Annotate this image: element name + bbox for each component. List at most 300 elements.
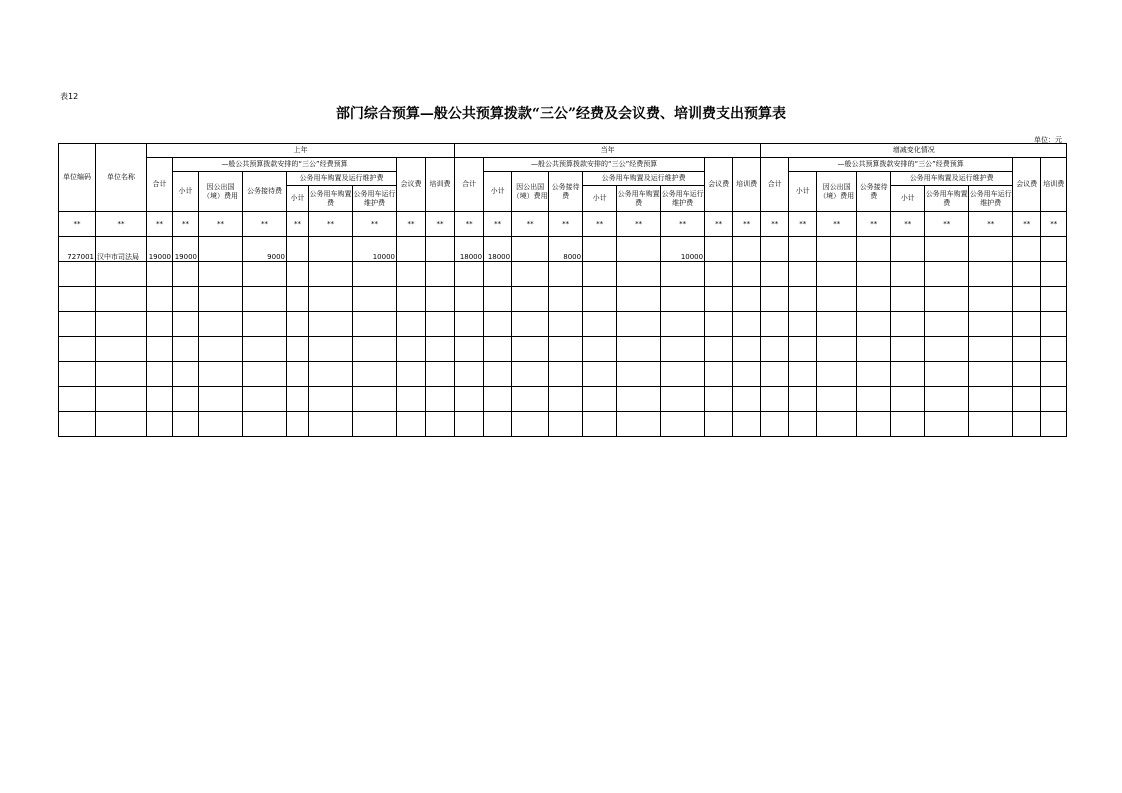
header-vehicle: 公务用车购置及运行维护费	[287, 172, 397, 186]
empty-cell	[199, 362, 243, 387]
empty-cell	[309, 287, 353, 312]
header-vehicle-purchase: 公务用车购置费	[925, 186, 969, 212]
empty-cell	[173, 312, 199, 337]
empty-cell	[857, 262, 891, 287]
table-number: 表12	[60, 92, 79, 101]
unit-code-cell: 727001	[59, 237, 96, 262]
table-row-empty	[59, 387, 1067, 412]
empty-cell	[925, 412, 969, 437]
header-training: 培训费	[426, 158, 455, 212]
star-cell: **	[199, 212, 243, 237]
table-row	[59, 237, 1067, 262]
empty-cell	[705, 337, 733, 362]
header-total: 合计	[761, 158, 789, 212]
empty-cell	[59, 412, 96, 437]
empty-cell	[705, 287, 733, 312]
empty-cell	[969, 337, 1013, 362]
empty-cell	[969, 387, 1013, 412]
empty-cell	[173, 412, 199, 437]
empty-cell	[661, 312, 705, 337]
curr-subtotal-cell: 18000	[484, 237, 512, 262]
star-cell: **	[617, 212, 661, 237]
empty-cell	[173, 362, 199, 387]
empty-cell	[147, 387, 173, 412]
empty-cell	[426, 387, 455, 412]
empty-cell	[925, 237, 969, 262]
empty-cell	[857, 387, 891, 412]
empty-cell	[147, 312, 173, 337]
empty-cell	[1041, 287, 1067, 312]
empty-cell	[1013, 287, 1041, 312]
empty-cell	[96, 337, 147, 362]
empty-cell	[789, 287, 817, 312]
empty-cell	[199, 337, 243, 362]
header-group-prev: 上年	[147, 144, 455, 158]
empty-cell	[857, 337, 891, 362]
empty-cell	[733, 237, 761, 262]
star-cell: **	[969, 212, 1013, 237]
empty-cell	[199, 412, 243, 437]
header-total: 合计	[455, 158, 484, 212]
empty-cell	[789, 237, 817, 262]
empty-cell	[243, 412, 287, 437]
empty-cell	[199, 387, 243, 412]
empty-cell	[733, 312, 761, 337]
empty-cell	[583, 387, 617, 412]
header-abroad: 因公出国（境）费用	[512, 172, 549, 212]
empty-cell	[484, 337, 512, 362]
empty-cell	[199, 312, 243, 337]
empty-cell	[925, 287, 969, 312]
unit-name-cell: 汉中市司法局	[96, 237, 147, 262]
star-cell: **	[817, 212, 857, 237]
empty-cell	[397, 412, 426, 437]
header-group-change: 增减变化情况	[761, 144, 1067, 158]
prev-subtotal-cell: 19000	[173, 237, 199, 262]
empty-cell	[1041, 337, 1067, 362]
empty-cell	[761, 237, 789, 262]
empty-cell	[484, 387, 512, 412]
empty-cell	[426, 237, 455, 262]
empty-cell	[243, 287, 287, 312]
empty-cell	[353, 262, 397, 287]
header-reception: 公务接待费	[243, 172, 287, 212]
empty-cell	[617, 312, 661, 337]
empty-cell	[173, 387, 199, 412]
empty-cell	[309, 312, 353, 337]
empty-cell	[1041, 412, 1067, 437]
empty-cell	[969, 312, 1013, 337]
empty-cell	[426, 312, 455, 337]
empty-cell	[925, 337, 969, 362]
empty-cell	[817, 412, 857, 437]
header-unit-code: 单位编码	[59, 144, 96, 212]
empty-cell	[891, 262, 925, 287]
empty-cell	[353, 412, 397, 437]
empty-cell	[397, 262, 426, 287]
empty-cell	[705, 387, 733, 412]
empty-cell	[484, 262, 512, 287]
empty-cell	[891, 312, 925, 337]
empty-cell	[512, 387, 549, 412]
empty-cell	[455, 287, 484, 312]
empty-cell	[925, 262, 969, 287]
curr-maintain-cell: 10000	[661, 237, 705, 262]
empty-cell	[397, 312, 426, 337]
empty-cell	[583, 362, 617, 387]
empty-cell	[426, 287, 455, 312]
header-sangong: —般公共预算拨款安排的“三公”经费预算	[789, 158, 1013, 172]
header-meeting: 会议费	[705, 158, 733, 212]
empty-cell	[147, 262, 173, 287]
empty-cell	[583, 287, 617, 312]
empty-cell	[59, 337, 96, 362]
header-vehicle-maintain: 公务用车运行维护费	[661, 186, 705, 212]
empty-cell	[969, 362, 1013, 387]
empty-cell	[353, 362, 397, 387]
empty-cell	[969, 262, 1013, 287]
header-vehicle-purchase: 公务用车购置费	[617, 186, 661, 212]
empty-cell	[1013, 412, 1041, 437]
star-cell: **	[484, 212, 512, 237]
empty-cell	[549, 387, 583, 412]
empty-cell	[1013, 362, 1041, 387]
empty-cell	[583, 237, 617, 262]
empty-cell	[661, 337, 705, 362]
empty-cell	[455, 387, 484, 412]
empty-cell	[733, 337, 761, 362]
empty-cell	[173, 287, 199, 312]
empty-cell	[96, 412, 147, 437]
star-cell: **	[661, 212, 705, 237]
star-cell: **	[512, 212, 549, 237]
empty-cell	[287, 412, 309, 437]
star-cell: **	[96, 212, 147, 237]
empty-cell	[309, 387, 353, 412]
header-total: 合计	[147, 158, 173, 212]
empty-cell	[96, 362, 147, 387]
empty-cell	[173, 262, 199, 287]
empty-cell	[817, 362, 857, 387]
empty-cell	[733, 387, 761, 412]
star-cell: **	[173, 212, 199, 237]
header-vehicle-maintain: 公务用车运行维护费	[969, 186, 1013, 212]
empty-cell	[549, 262, 583, 287]
star-cell: **	[309, 212, 353, 237]
prev-maintain-cell: 10000	[353, 237, 397, 262]
prev-total-cell: 19000	[147, 237, 173, 262]
empty-cell	[397, 337, 426, 362]
prev-reception-cell: 9000	[243, 237, 287, 262]
header-vehicle-subtotal: 小计	[583, 186, 617, 212]
empty-cell	[287, 387, 309, 412]
empty-cell	[243, 387, 287, 412]
header-vehicle-maintain: 公务用车运行维护费	[353, 186, 397, 212]
star-cell: **	[287, 212, 309, 237]
empty-cell	[287, 362, 309, 387]
empty-cell	[583, 337, 617, 362]
curr-reception-cell: 8000	[549, 237, 583, 262]
empty-cell	[761, 412, 789, 437]
empty-cell	[455, 337, 484, 362]
empty-cell	[287, 337, 309, 362]
empty-cell	[617, 287, 661, 312]
empty-cell	[96, 387, 147, 412]
empty-cell	[857, 412, 891, 437]
empty-cell	[789, 387, 817, 412]
empty-cell	[309, 337, 353, 362]
empty-cell	[705, 312, 733, 337]
empty-cell	[96, 262, 147, 287]
empty-cell	[705, 237, 733, 262]
empty-cell	[484, 362, 512, 387]
empty-cell	[617, 412, 661, 437]
empty-cell	[817, 262, 857, 287]
empty-cell	[549, 362, 583, 387]
star-cell: **	[549, 212, 583, 237]
empty-cell	[1041, 362, 1067, 387]
empty-cell	[512, 312, 549, 337]
empty-cell	[549, 287, 583, 312]
empty-cell	[353, 287, 397, 312]
empty-cell	[789, 362, 817, 387]
empty-cell	[705, 412, 733, 437]
empty-cell	[733, 262, 761, 287]
star-cell: **	[761, 212, 789, 237]
empty-cell	[59, 362, 96, 387]
star-cell: **	[1041, 212, 1067, 237]
empty-cell	[353, 387, 397, 412]
empty-cell	[891, 387, 925, 412]
empty-cell	[455, 312, 484, 337]
empty-cell	[1013, 312, 1041, 337]
empty-cell	[243, 262, 287, 287]
empty-cell	[817, 387, 857, 412]
unit-label: 单位：元	[1034, 136, 1062, 144]
empty-cell	[243, 362, 287, 387]
empty-cell	[817, 312, 857, 337]
star-cell: **	[1013, 212, 1041, 237]
empty-cell	[817, 287, 857, 312]
star-cell: **	[857, 212, 891, 237]
empty-cell	[661, 412, 705, 437]
empty-cell	[59, 262, 96, 287]
header-abroad: 因公出国（境）费用	[199, 172, 243, 212]
empty-cell	[287, 237, 309, 262]
empty-cell	[484, 412, 512, 437]
empty-cell	[287, 262, 309, 287]
star-cell: **	[705, 212, 733, 237]
header-abroad: 因公出国（境）费用	[817, 172, 857, 212]
star-cell: **	[59, 212, 96, 237]
empty-cell	[661, 262, 705, 287]
header-sangong: —般公共预算拨款安排的“三公”经费预算	[484, 158, 705, 172]
empty-cell	[761, 362, 789, 387]
empty-cell	[789, 262, 817, 287]
page-title: 部门综合预算—般公共预算拨款“三公”经费及会议费、培训费支出预算表	[335, 106, 787, 122]
star-cell: **	[353, 212, 397, 237]
empty-cell	[1041, 262, 1067, 287]
empty-cell	[353, 312, 397, 337]
empty-cell	[484, 287, 512, 312]
header-unit-name: 单位名称	[96, 144, 147, 212]
empty-cell	[287, 312, 309, 337]
empty-cell	[243, 312, 287, 337]
empty-cell	[287, 287, 309, 312]
empty-cell	[243, 337, 287, 362]
star-cell: **	[925, 212, 969, 237]
empty-cell	[857, 237, 891, 262]
empty-cell	[455, 262, 484, 287]
empty-cell	[891, 362, 925, 387]
empty-cell	[309, 412, 353, 437]
empty-cell	[147, 362, 173, 387]
header-vehicle-subtotal: 小计	[891, 186, 925, 212]
table-row-empty	[59, 362, 1067, 387]
empty-cell	[512, 287, 549, 312]
header-subtotal: 小计	[173, 172, 199, 212]
empty-cell	[1013, 387, 1041, 412]
table-row-empty	[59, 262, 1067, 287]
empty-cell	[455, 412, 484, 437]
empty-cell	[583, 412, 617, 437]
empty-cell	[353, 337, 397, 362]
empty-cell	[617, 237, 661, 262]
empty-cell	[761, 287, 789, 312]
empty-cell	[761, 387, 789, 412]
empty-cell	[891, 237, 925, 262]
table-row-empty	[59, 312, 1067, 337]
star-cell: **	[243, 212, 287, 237]
empty-cell	[705, 362, 733, 387]
curr-total-cell: 18000	[455, 237, 484, 262]
empty-cell	[397, 287, 426, 312]
empty-cell	[969, 412, 1013, 437]
empty-cell	[925, 387, 969, 412]
empty-cell	[583, 262, 617, 287]
header-subtotal: 小计	[789, 172, 817, 212]
empty-cell	[59, 287, 96, 312]
star-cell: **	[733, 212, 761, 237]
table-row-empty	[59, 412, 1067, 437]
empty-cell	[397, 362, 426, 387]
empty-cell	[661, 362, 705, 387]
empty-cell	[1041, 237, 1067, 262]
header-meeting: 会议费	[397, 158, 426, 212]
empty-cell	[661, 387, 705, 412]
star-cell: **	[147, 212, 173, 237]
empty-cell	[617, 262, 661, 287]
empty-cell	[661, 287, 705, 312]
empty-cell	[512, 362, 549, 387]
empty-cell	[1013, 262, 1041, 287]
empty-cell	[199, 262, 243, 287]
empty-cell	[512, 412, 549, 437]
header-group-curr: 当年	[455, 144, 761, 158]
empty-cell	[549, 412, 583, 437]
empty-cell	[147, 412, 173, 437]
empty-cell	[426, 412, 455, 437]
empty-cell	[583, 312, 617, 337]
empty-cell	[309, 362, 353, 387]
empty-cell	[891, 337, 925, 362]
empty-cell	[733, 287, 761, 312]
empty-cell	[1013, 337, 1041, 362]
header-vehicle-subtotal: 小计	[287, 186, 309, 212]
empty-cell	[309, 262, 353, 287]
empty-cell	[199, 287, 243, 312]
empty-cell	[199, 237, 243, 262]
star-cell: **	[455, 212, 484, 237]
empty-cell	[789, 337, 817, 362]
empty-cell	[96, 287, 147, 312]
header-training: 培训费	[733, 158, 761, 212]
empty-cell	[512, 262, 549, 287]
empty-cell	[857, 287, 891, 312]
empty-cell	[733, 412, 761, 437]
empty-cell	[761, 262, 789, 287]
empty-cell	[455, 362, 484, 387]
header-reception: 公务接待费	[549, 172, 583, 212]
empty-cell	[397, 237, 426, 262]
empty-cell	[309, 237, 353, 262]
empty-cell	[733, 362, 761, 387]
empty-cell	[617, 387, 661, 412]
empty-cell	[761, 312, 789, 337]
empty-cell	[617, 362, 661, 387]
empty-cell	[147, 337, 173, 362]
empty-cell	[173, 337, 199, 362]
budget-table	[58, 143, 1067, 437]
table-row-empty	[59, 287, 1067, 312]
empty-cell	[761, 337, 789, 362]
empty-cell	[925, 312, 969, 337]
empty-cell	[59, 387, 96, 412]
empty-cell	[426, 262, 455, 287]
star-cell: **	[891, 212, 925, 237]
header-training: 培训费	[1041, 158, 1067, 212]
empty-cell	[549, 337, 583, 362]
header-subtotal: 小计	[484, 172, 512, 212]
empty-cell	[891, 287, 925, 312]
empty-cell	[789, 312, 817, 337]
empty-cell	[484, 312, 512, 337]
empty-cell	[1041, 312, 1067, 337]
empty-cell	[969, 287, 1013, 312]
star-cell: **	[426, 212, 455, 237]
star-cell: **	[789, 212, 817, 237]
empty-cell	[426, 362, 455, 387]
empty-cell	[891, 412, 925, 437]
empty-cell	[96, 312, 147, 337]
empty-cell	[789, 412, 817, 437]
empty-cell	[925, 362, 969, 387]
empty-cell	[59, 312, 96, 337]
star-cell: **	[583, 212, 617, 237]
empty-cell	[857, 312, 891, 337]
star-cell: **	[397, 212, 426, 237]
empty-cell	[817, 337, 857, 362]
empty-cell	[147, 287, 173, 312]
empty-cell	[512, 337, 549, 362]
empty-cell	[1041, 387, 1067, 412]
header-vehicle: 公务用车购置及运行维护费	[583, 172, 705, 186]
empty-cell	[512, 237, 549, 262]
header-vehicle: 公务用车购置及运行维护费	[891, 172, 1013, 186]
empty-cell	[857, 362, 891, 387]
header-sangong: —般公共预算拨款安排的“三公”经费预算	[173, 158, 397, 172]
empty-cell	[617, 337, 661, 362]
